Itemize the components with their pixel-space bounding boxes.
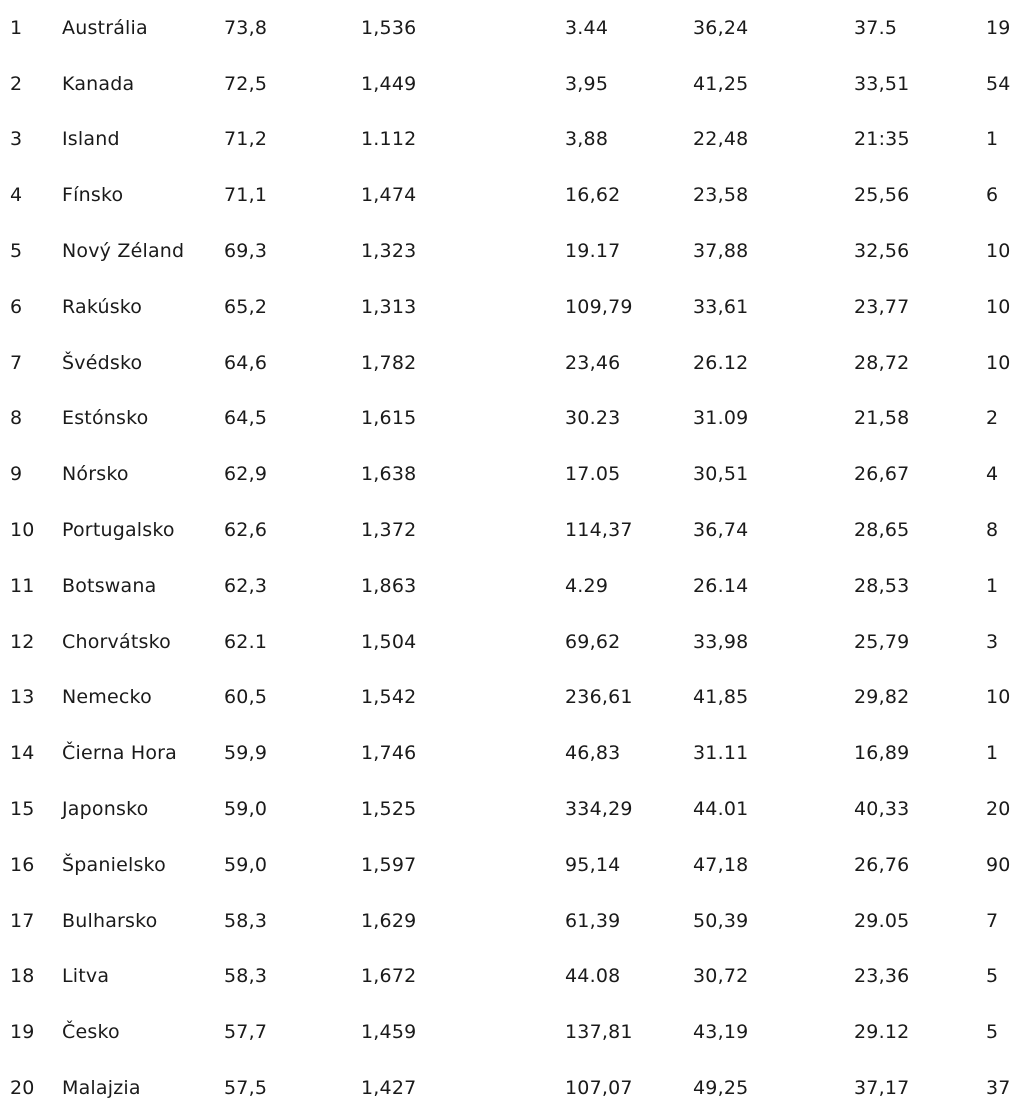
score-cell: 62.1 bbox=[224, 630, 268, 653]
value-c-cell: 44.01 bbox=[693, 798, 749, 821]
value-e-cell: 4 bbox=[986, 463, 999, 486]
value-d-cell: 26,76 bbox=[854, 853, 910, 876]
country-cell: Fínsko bbox=[62, 184, 124, 207]
value-c-cell: 36,24 bbox=[693, 16, 749, 39]
country-cell: Španielsko bbox=[62, 853, 166, 876]
value-c-cell: 33,61 bbox=[693, 295, 749, 318]
value-e-cell: 37 bbox=[986, 1077, 1011, 1100]
table-row bbox=[0, 558, 1024, 614]
rank-cell: 1 bbox=[10, 16, 23, 39]
value-c-cell: 43,19 bbox=[693, 1021, 749, 1044]
score-cell: 62,6 bbox=[224, 519, 268, 542]
value-c-cell: 37,88 bbox=[693, 240, 749, 263]
country-cell: Portugalsko bbox=[62, 519, 175, 542]
value-c-cell: 30,51 bbox=[693, 463, 749, 486]
value-e-cell: 2 bbox=[986, 407, 999, 430]
score-cell: 62,9 bbox=[224, 463, 268, 486]
score-cell: 57,5 bbox=[224, 1077, 268, 1100]
table-row bbox=[0, 893, 1024, 949]
value-a-cell: 1,313 bbox=[361, 295, 417, 318]
value-a-cell: 1,629 bbox=[361, 909, 417, 932]
value-b-cell: 17.05 bbox=[565, 463, 621, 486]
country-cell: Japonsko bbox=[62, 798, 149, 821]
table-row bbox=[0, 1004, 1024, 1060]
country-cell: Švédsko bbox=[62, 351, 143, 374]
rank-cell: 4 bbox=[10, 184, 23, 207]
rank-cell: 16 bbox=[10, 853, 35, 876]
table-row bbox=[0, 837, 1024, 893]
value-d-cell: 40,33 bbox=[854, 798, 910, 821]
value-a-cell: 1,672 bbox=[361, 965, 417, 988]
table-row bbox=[0, 670, 1024, 726]
value-e-cell: 90 bbox=[986, 853, 1011, 876]
rank-cell: 10 bbox=[10, 519, 35, 542]
value-d-cell: 33,51 bbox=[854, 72, 910, 95]
value-c-cell: 31.11 bbox=[693, 742, 749, 765]
country-cell: Bulharsko bbox=[62, 909, 158, 932]
value-b-cell: 334,29 bbox=[565, 798, 633, 821]
score-cell: 69,3 bbox=[224, 240, 268, 263]
value-b-cell: 69,62 bbox=[565, 630, 621, 653]
rank-cell: 18 bbox=[10, 965, 35, 988]
table-row bbox=[0, 56, 1024, 112]
value-a-cell: 1,372 bbox=[361, 519, 417, 542]
value-d-cell: 32,56 bbox=[854, 240, 910, 263]
score-cell: 60,5 bbox=[224, 686, 268, 709]
value-a-cell: 1,782 bbox=[361, 351, 417, 374]
score-cell: 73,8 bbox=[224, 16, 268, 39]
value-e-cell: 1 bbox=[986, 742, 999, 765]
value-b-cell: 3.44 bbox=[565, 16, 609, 39]
value-b-cell: 95,14 bbox=[565, 853, 621, 876]
value-e-cell: 6 bbox=[986, 184, 999, 207]
value-b-cell: 23,46 bbox=[565, 351, 621, 374]
rank-cell: 20 bbox=[10, 1077, 35, 1100]
value-b-cell: 4.29 bbox=[565, 574, 609, 597]
value-b-cell: 3,95 bbox=[565, 72, 609, 95]
score-cell: 58,3 bbox=[224, 909, 268, 932]
value-d-cell: 26,67 bbox=[854, 463, 910, 486]
value-a-cell: 1.112 bbox=[361, 128, 417, 151]
value-c-cell: 47,18 bbox=[693, 853, 749, 876]
table-row bbox=[0, 112, 1024, 168]
rank-cell: 17 bbox=[10, 909, 35, 932]
value-d-cell: 21,58 bbox=[854, 407, 910, 430]
value-e-cell: 10 bbox=[986, 351, 1011, 374]
value-c-cell: 31.09 bbox=[693, 407, 749, 430]
value-b-cell: 16,62 bbox=[565, 184, 621, 207]
value-a-cell: 1,638 bbox=[361, 463, 417, 486]
value-a-cell: 1,615 bbox=[361, 407, 417, 430]
value-e-cell: 10 bbox=[986, 686, 1011, 709]
value-b-cell: 114,37 bbox=[565, 519, 633, 542]
rank-cell: 14 bbox=[10, 742, 35, 765]
value-d-cell: 28,65 bbox=[854, 519, 910, 542]
value-d-cell: 28,72 bbox=[854, 351, 910, 374]
table-row bbox=[0, 0, 1024, 56]
value-a-cell: 1,542 bbox=[361, 686, 417, 709]
value-e-cell: 8 bbox=[986, 519, 999, 542]
value-e-cell: 19 bbox=[986, 16, 1011, 39]
rank-cell: 8 bbox=[10, 407, 23, 430]
value-c-cell: 36,74 bbox=[693, 519, 749, 542]
value-c-cell: 49,25 bbox=[693, 1077, 749, 1100]
rank-cell: 12 bbox=[10, 630, 35, 653]
table-row bbox=[0, 223, 1024, 279]
value-d-cell: 29.12 bbox=[854, 1021, 910, 1044]
value-e-cell: 3 bbox=[986, 630, 999, 653]
country-cell: Čierna Hora bbox=[62, 742, 178, 765]
value-d-cell: 23,77 bbox=[854, 295, 910, 318]
country-cell: Chorvátsko bbox=[62, 630, 171, 653]
value-b-cell: 109,79 bbox=[565, 295, 633, 318]
value-e-cell: 20 bbox=[986, 798, 1011, 821]
score-cell: 71,2 bbox=[224, 128, 268, 151]
value-a-cell: 1,536 bbox=[361, 16, 417, 39]
country-cell: Island bbox=[62, 128, 120, 151]
country-cell: Botswana bbox=[62, 574, 157, 597]
table-row bbox=[0, 335, 1024, 391]
value-e-cell: 1 bbox=[986, 128, 999, 151]
rank-cell: 19 bbox=[10, 1021, 35, 1044]
table-row bbox=[0, 391, 1024, 447]
value-a-cell: 1,863 bbox=[361, 574, 417, 597]
score-cell: 64,5 bbox=[224, 407, 268, 430]
score-cell: 57,7 bbox=[224, 1021, 268, 1044]
value-b-cell: 61,39 bbox=[565, 909, 621, 932]
score-cell: 62,3 bbox=[224, 574, 268, 597]
value-c-cell: 33,98 bbox=[693, 630, 749, 653]
value-d-cell: 16,89 bbox=[854, 742, 910, 765]
value-c-cell: 23,58 bbox=[693, 184, 749, 207]
table-row bbox=[0, 446, 1024, 502]
value-b-cell: 137,81 bbox=[565, 1021, 633, 1044]
rank-cell: 2 bbox=[10, 72, 23, 95]
rank-cell: 5 bbox=[10, 240, 23, 263]
value-d-cell: 29.05 bbox=[854, 909, 910, 932]
table-row bbox=[0, 167, 1024, 223]
value-a-cell: 1,449 bbox=[361, 72, 417, 95]
rank-cell: 3 bbox=[10, 128, 23, 151]
value-c-cell: 30,72 bbox=[693, 965, 749, 988]
value-d-cell: 25,56 bbox=[854, 184, 910, 207]
value-b-cell: 44.08 bbox=[565, 965, 621, 988]
table-row bbox=[0, 279, 1024, 335]
value-a-cell: 1,459 bbox=[361, 1021, 417, 1044]
table-row bbox=[0, 1060, 1024, 1116]
country-cell: Malajzia bbox=[62, 1077, 141, 1100]
country-cell: Austrália bbox=[62, 16, 148, 39]
value-e-cell: 10 bbox=[986, 240, 1011, 263]
rank-cell: 6 bbox=[10, 295, 23, 318]
table-row bbox=[0, 502, 1024, 558]
value-d-cell: 25,79 bbox=[854, 630, 910, 653]
table-row bbox=[0, 781, 1024, 837]
value-d-cell: 21:35 bbox=[854, 128, 910, 151]
value-a-cell: 1,427 bbox=[361, 1077, 417, 1100]
table-row bbox=[0, 725, 1024, 781]
rank-cell: 7 bbox=[10, 351, 23, 374]
country-cell: Estónsko bbox=[62, 407, 149, 430]
value-c-cell: 26.12 bbox=[693, 351, 749, 374]
value-e-cell: 5 bbox=[986, 1021, 999, 1044]
score-cell: 72,5 bbox=[224, 72, 268, 95]
value-e-cell: 5 bbox=[986, 965, 999, 988]
value-c-cell: 22,48 bbox=[693, 128, 749, 151]
score-cell: 59,0 bbox=[224, 853, 268, 876]
value-d-cell: 23,36 bbox=[854, 965, 910, 988]
country-cell: Nemecko bbox=[62, 686, 152, 709]
country-cell: Nórsko bbox=[62, 463, 129, 486]
country-cell: Rakúsko bbox=[62, 295, 143, 318]
score-cell: 59,0 bbox=[224, 798, 268, 821]
value-e-cell: 1 bbox=[986, 574, 999, 597]
value-e-cell: 54 bbox=[986, 72, 1011, 95]
value-c-cell: 41,85 bbox=[693, 686, 749, 709]
rank-cell: 15 bbox=[10, 798, 35, 821]
country-cell: Česko bbox=[62, 1021, 120, 1044]
value-c-cell: 26.14 bbox=[693, 574, 749, 597]
value-c-cell: 41,25 bbox=[693, 72, 749, 95]
value-d-cell: 37,17 bbox=[854, 1077, 910, 1100]
value-d-cell: 29,82 bbox=[854, 686, 910, 709]
value-d-cell: 37.5 bbox=[854, 16, 898, 39]
value-b-cell: 236,61 bbox=[565, 686, 633, 709]
table-row bbox=[0, 949, 1024, 1005]
country-cell: Litva bbox=[62, 965, 110, 988]
value-a-cell: 1,474 bbox=[361, 184, 417, 207]
rank-cell: 13 bbox=[10, 686, 35, 709]
value-a-cell: 1,323 bbox=[361, 240, 417, 263]
value-b-cell: 30.23 bbox=[565, 407, 621, 430]
value-b-cell: 3,88 bbox=[565, 128, 609, 151]
table-row bbox=[0, 614, 1024, 670]
value-a-cell: 1,504 bbox=[361, 630, 417, 653]
score-cell: 59,9 bbox=[224, 742, 268, 765]
value-b-cell: 107,07 bbox=[565, 1077, 633, 1100]
country-cell: Kanada bbox=[62, 72, 135, 95]
value-d-cell: 28,53 bbox=[854, 574, 910, 597]
value-b-cell: 46,83 bbox=[565, 742, 621, 765]
value-a-cell: 1,525 bbox=[361, 798, 417, 821]
value-a-cell: 1,597 bbox=[361, 853, 417, 876]
score-cell: 58,3 bbox=[224, 965, 268, 988]
score-cell: 71,1 bbox=[224, 184, 268, 207]
value-a-cell: 1,746 bbox=[361, 742, 417, 765]
value-e-cell: 7 bbox=[986, 909, 999, 932]
score-cell: 65,2 bbox=[224, 295, 268, 318]
rank-cell: 11 bbox=[10, 574, 35, 597]
score-cell: 64,6 bbox=[224, 351, 268, 374]
value-b-cell: 19.17 bbox=[565, 240, 621, 263]
value-e-cell: 10 bbox=[986, 295, 1011, 318]
value-c-cell: 50,39 bbox=[693, 909, 749, 932]
country-cell: Nový Zéland bbox=[62, 240, 185, 263]
rank-cell: 9 bbox=[10, 463, 23, 486]
